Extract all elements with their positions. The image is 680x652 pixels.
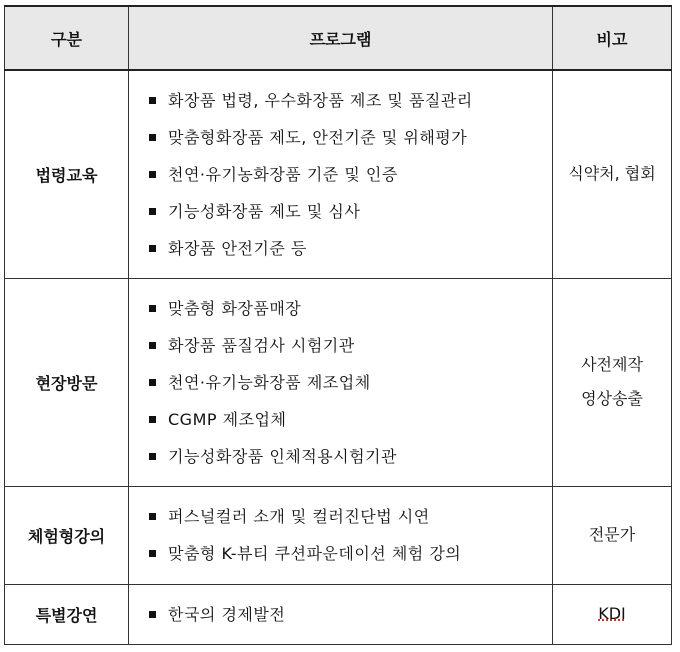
table-row (5, 70, 672, 278)
category-cell: 특별강연 (5, 584, 129, 644)
program-cell (129, 278, 553, 486)
list-item: 퍼스널컬러 소개 및 컬러진단법 시연 (149, 498, 552, 535)
note-cell (553, 70, 672, 278)
category-cell: 법령교육 (5, 70, 129, 278)
table-row (5, 278, 672, 486)
bullet-icon (149, 513, 156, 520)
table-row (5, 486, 672, 584)
bullet-icon (149, 453, 156, 460)
note-line: 전문가 (588, 525, 636, 544)
bullet-icon (149, 550, 156, 557)
bullet-icon (149, 245, 156, 252)
list-item: 화장품 안전기준 등 (149, 230, 552, 267)
category-cell: 체험형강의 (5, 486, 129, 584)
note-cell (553, 584, 672, 644)
header-category: 구분 (5, 6, 129, 70)
note-cell (553, 486, 672, 584)
note-line: 사전제작 (581, 355, 643, 374)
program-table (4, 5, 672, 645)
bullet-icon (149, 611, 156, 618)
bullet-icon (149, 416, 156, 423)
program-cell (129, 584, 553, 644)
list-item: 화장품 법령, 우수화장품 제조 및 품질관리 (149, 82, 552, 119)
list-item: 기능성화장품 제도 및 심사 (149, 193, 552, 230)
bullet-icon (149, 134, 156, 141)
bullet-icon (149, 208, 156, 215)
note-line: 영상송출 (581, 389, 643, 408)
list-item: 화장품 품질검사 시험기관 (149, 327, 552, 364)
list-item: 기능성화장품 인체적용시험기관 (149, 438, 552, 475)
category-cell: 현장방문 (5, 278, 129, 486)
bullet-icon (149, 342, 156, 349)
list-item: 맞춤형 K-뷰티 쿠션파운데이션 체험 강의 (149, 535, 552, 572)
note-line: KDI (598, 604, 626, 623)
bullet-icon (149, 171, 156, 178)
header-note: 비고 (553, 6, 672, 70)
list-item: 맞춤형화장품 제도, 안전기준 및 위해평가 (149, 119, 552, 156)
list-item: 한국의 경제발전 (149, 596, 552, 633)
header-row (5, 6, 672, 70)
bullet-icon (149, 97, 156, 104)
bullet-icon (149, 305, 156, 312)
table-row (5, 584, 672, 644)
note-cell (553, 278, 672, 486)
note-line: 식약처, 협회 (568, 164, 656, 184)
bullet-icon (149, 379, 156, 386)
list-item: 천연·유기농화장품 기준 및 인증 (149, 156, 552, 193)
program-cell (129, 486, 553, 584)
program-cell (129, 70, 553, 278)
list-item: CGMP 제조업체 (149, 401, 552, 438)
header-program: 프로그램 (129, 6, 553, 70)
list-item: 맞춤형 화장품매장 (149, 290, 552, 327)
list-item: 천연·유기능화장품 제조업체 (149, 364, 552, 401)
